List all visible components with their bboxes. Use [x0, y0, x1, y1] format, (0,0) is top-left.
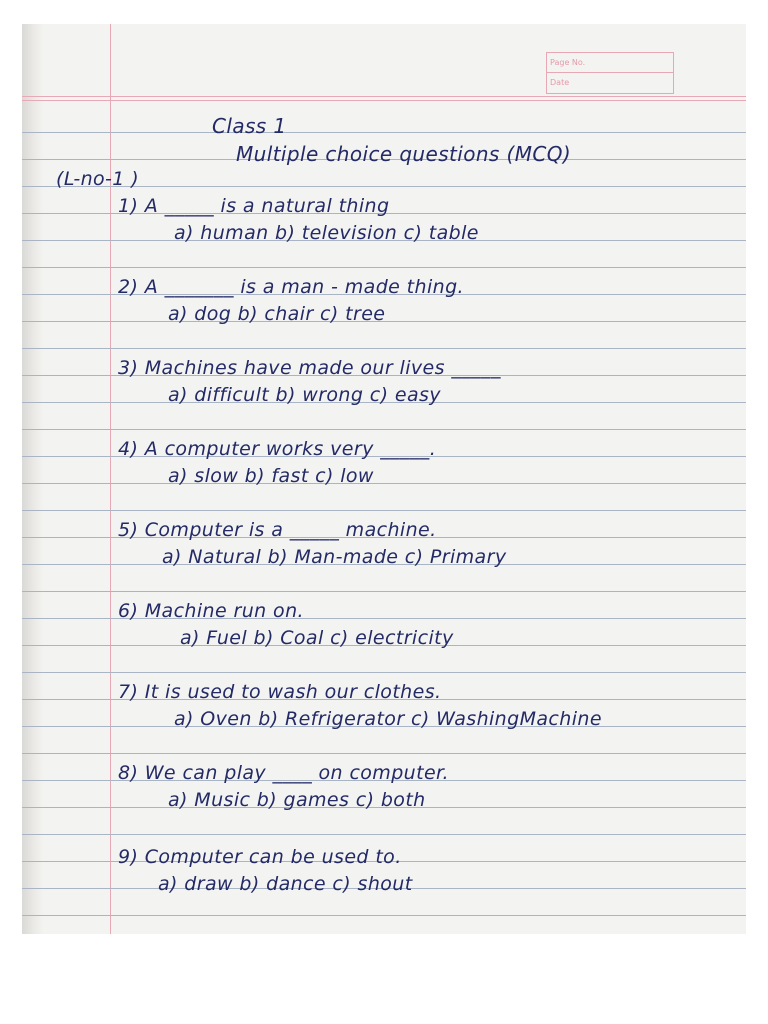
ruled-line: [22, 834, 746, 835]
question-text: 9) Computer can be used to.: [118, 846, 402, 868]
ruled-line: [22, 672, 746, 673]
lesson-number: (L-no-1 ): [56, 168, 140, 190]
answer-options: a) Music b) games c) both: [168, 789, 426, 811]
ruled-line: [22, 132, 746, 133]
ruled-line: [22, 483, 746, 484]
answer-options: a) Oven b) Refrigerator c) WashingMachine: [174, 708, 602, 730]
date-label: Date: [550, 78, 570, 87]
question-text: 3) Machines have made our lives _____: [118, 357, 501, 379]
ruled-line: [22, 429, 746, 430]
question-text: 5) Computer is a _____ machine.: [118, 519, 437, 541]
notebook-page: [22, 24, 746, 934]
question-text: 4) A computer works very _____.: [118, 438, 437, 460]
page-title: Multiple choice questions (MCQ): [236, 142, 572, 166]
ruled-line: [22, 753, 746, 754]
ruled-line: [22, 510, 746, 511]
ruled-line: [22, 267, 746, 268]
ruled-line: [22, 915, 746, 916]
answer-options: a) Fuel b) Coal c) electricity: [180, 627, 454, 649]
ruled-line: [22, 591, 746, 592]
question-text: 7) It is used to wash our clothes.: [118, 681, 442, 703]
question-text: 2) A _______ is a man - made thing.: [118, 276, 464, 298]
answer-options: a) Natural b) Man-made c) Primary: [162, 546, 507, 568]
page-binding: [22, 24, 44, 934]
answer-options: a) human b) television c) table: [174, 222, 479, 244]
top-margin-line: [22, 96, 746, 97]
ruled-line: [22, 348, 746, 349]
answer-options: a) dog b) chair c) tree: [168, 303, 386, 325]
question-text: 8) We can play ____ on computer.: [118, 762, 449, 784]
question-text: 6) Machine run on.: [118, 600, 304, 622]
page-no-label: Page No.: [547, 53, 673, 73]
answer-options: a) draw b) dance c) shout: [158, 873, 413, 895]
question-text: 1) A _____ is a natural thing: [118, 195, 390, 217]
left-margin-line: [110, 24, 111, 934]
page-number-date-box: [546, 52, 674, 94]
top-margin-line-2: [22, 100, 746, 101]
answer-options: a) difficult b) wrong c) easy: [168, 384, 441, 406]
class-heading: Class 1: [212, 114, 287, 138]
answer-options: a) slow b) fast c) low: [168, 465, 374, 487]
